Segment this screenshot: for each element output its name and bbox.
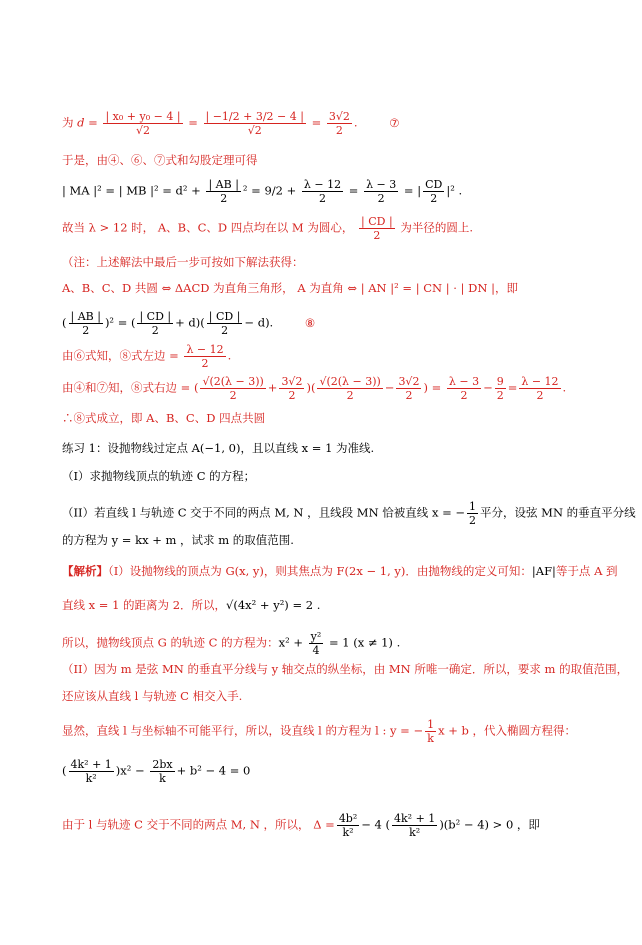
paragraph-line: （II）因为 m 是弦 MN 的垂直平分线与 y 轴交点的纵坐标，由 MN 所唯一确定．所以，要求 m 的取值范围，: [62, 662, 629, 676]
question-part-2-cont: 的方程为 y = kx + m ，试求 m 的取值范围.: [62, 533, 294, 547]
paragraph-line: 还应该从直线 l 与轨迹 C 相交入手.: [62, 689, 243, 703]
equation-tag: ⑧: [304, 315, 316, 330]
equation-line: 由⑥式知，⑧式左边 = $\frac{\lambda - 12}{2}$ .: [62, 343, 232, 370]
exercise-title: 练习 1：设抛物线过定点 A(−1, 0)，且以直线 x = 1 为准线.: [62, 441, 375, 455]
paragraph-line: 显然，直线 l 与坐标轴不可能平行，所以，设直线 l 的方程为 l : y = − $\frac{1}{k}$ x + b ，代入椭圆方程得：: [62, 718, 577, 745]
analysis-line: 【解析】（I）设抛物线的顶点为 G(x, y)，则其焦点为 F(2x − 1, y)．由抛物线的定义可知：|AF|等于点 A 到: [62, 564, 618, 578]
equation-line: 由④和⑦知，⑧式右边 = ( $\frac{√(2(\lambda - 3))}{2}$ + $\frac{3√2}{2}$ )( $\frac{√(2(\lambda - 3))}{2}$ − $\frac{3√2}{2}$ ) = $\frac{\lambda - 3}{2}$ − $\frac{9}{2}$ = $\frac{\lambda - 12}{2}$ .: [62, 375, 567, 402]
fraction: $\frac{| CD |}{2}$: [361, 215, 393, 242]
fraction: $\frac{\lambda - 12}{2}$: [186, 343, 224, 370]
fraction: $\frac{| -1/2 + 3/2 - 4 |}{√2}$: [205, 110, 304, 137]
paragraph-line: 于是，由④、⑥、⑦式和勾股定理可得: [62, 153, 258, 167]
fraction: $\frac{2bx}{k}$: [152, 758, 173, 785]
conclusion-line: ∴⑧式成立，即 A、B、C、D 四点共圆: [62, 411, 266, 425]
fraction: $\frac{3√2}{2}$: [398, 375, 420, 402]
fraction: $\frac{\text{y²}}{4}$: [310, 630, 322, 657]
equation-line: ( $\frac{| AB |}{2}$ )² = ( $\frac{| CD |}{2}$ + d)( $\frac{| CD |}{2}$ − d). ⑧: [62, 310, 316, 337]
fraction: $\frac{\lambda - 3}{2}$: [448, 375, 480, 402]
fraction: $\frac{\text{| x₀ + y₀ − 4 |}}{√2}$: [105, 110, 181, 137]
fraction: $\frac{| CD |}{2}$: [139, 310, 172, 337]
analysis-label: 【解析】: [62, 564, 108, 578]
fraction: $\frac{CD}{2}$: [425, 178, 443, 205]
question-part-2: （II）若直线 l 与轨迹 C 交于不同的两点 M, N ，且线段 MN 恰被直线 x = − $\frac{1}{2}$ 平分，设弦 MN 的垂直平分线: [62, 500, 636, 527]
paragraph-line: 直线 x = 1 的距离为 2．所以，√(4x² + y²) = 2 .: [62, 598, 321, 612]
paragraph-line: 由于 l 与轨迹 C 交于不同的两点 M, N ，所以， Δ = $\frac{\text{4b²}}{\text{k²}}$ − 4 ( $\frac{\text{4k² + 1}}{\text{k²}}$ )(b² − 4) > 0 ，即: [62, 812, 540, 839]
fraction: $\frac{\text{4b²}}{\text{k²}}$: [338, 812, 358, 839]
line-prefix: 为: [62, 115, 74, 130]
question-part-1: （I）求抛物线顶点的轨迹 C 的方程；: [62, 469, 256, 483]
fraction: $\frac{| AB |}{2}$: [208, 178, 239, 205]
equation-line: | MA |² = | MB |² = d² + $\frac{| AB |}{2}$ ² = 9/2 + $\frac{\lambda - 12}{2}$ = $\frac{\lambda - 3}{2}$ = | $\frac{CD}{2}$ |² .: [62, 178, 463, 205]
fraction: $\frac{1}{k}$: [427, 718, 435, 745]
fraction: $\frac{√(2(\lambda - 3))}{2}$: [202, 375, 264, 402]
fraction: $\frac{3√2}{2}$: [281, 375, 303, 402]
fraction: $\frac{\lambda - 3}{2}$: [366, 178, 397, 205]
equation-line: ( $\frac{\text{4k² + 1}}{\text{k²}}$ )x² − $\frac{2bx}{k}$ + b² − 4 = 0: [62, 758, 251, 785]
distance-formula-line: 为 d = $\frac{\text{| x₀ + y₀ − 4 |}}{√2}$ = $\frac{| -1/2 + 3/2 - 4 |}{√2}$ = $\frac{3√2}{2}$ . ⑦: [62, 110, 400, 137]
fraction: $\frac{\lambda - 12}{2}$: [521, 375, 559, 402]
fraction: $\frac{| CD |}{2}$: [208, 310, 241, 337]
fraction: $\frac{\lambda - 12}{2}$: [303, 178, 342, 205]
equation-tag: ⑦: [389, 115, 400, 130]
conclusion-line: 故当 λ > 12 时， A、B、C、D 四点均在以 M 为圆心， $\frac{| CD |}{2}$ 为半径的圆上.: [62, 215, 473, 242]
note-line: （注：上述解法中最后一步可按如下解法获得：: [62, 255, 304, 269]
fraction: $\frac{√(2(\lambda - 3))}{2}$: [319, 375, 381, 402]
fraction: $\frac{9}{2}$: [496, 375, 504, 402]
fraction: $\frac{| AB |}{2}$: [70, 310, 101, 337]
fraction: $\frac{3√2}{2}$: [328, 110, 350, 137]
variable-d: d: [77, 115, 85, 130]
paragraph-line: 所以，抛物线顶点 G 的轨迹 C 的方程为：x² + $\frac{\text{y²}}{4}$ = 1 (x ≠ 1) .: [62, 630, 401, 657]
fraction: $\frac{\text{4k² + 1}}{\text{k²}}$: [70, 758, 112, 785]
fraction: $\frac{\text{4k² + 1}}{\text{k²}}$: [394, 812, 436, 839]
paragraph-line: A、B、C、D 共圆 ⇔ ΔACD 为直角三角形， A 为直角 ⇔ | AN |² = | CN | · | DN |，即: [62, 281, 518, 295]
fraction: $\frac{1}{2}$: [469, 500, 477, 527]
